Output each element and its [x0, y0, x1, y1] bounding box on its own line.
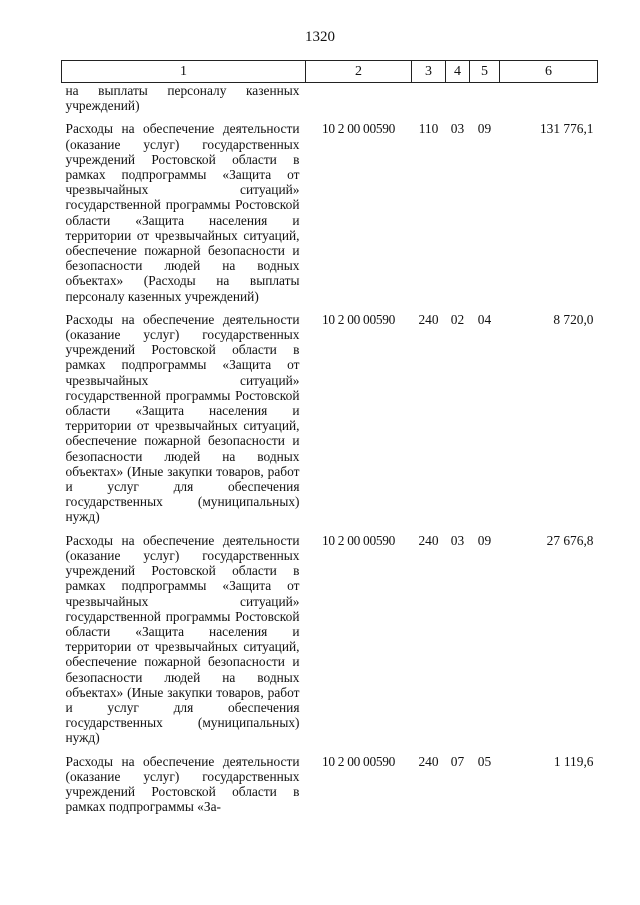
- row-expense-type: 240: [418, 532, 439, 548]
- row-target-code: 10 2 00 00590: [321, 121, 396, 137]
- table-row: [62, 304, 598, 525]
- header-col-6: 6: [500, 61, 598, 83]
- row-amount: 131 776,1: [539, 121, 594, 137]
- table-row: [62, 746, 598, 815]
- row-description: Расходы на обеспечение деятельности (оказание услуг) государственных учреждений Ростовской области в рамках подпрограммы «Защита от чрезвычайных ситуаций» государственной программы Ростовской области «Защита населения и территории от чрезвычайных ситуаций, обеспечение пожарной безопасности и безопасности людей на водных объектах» (Расходы на выплаты персоналу казенных учреждений): [65, 121, 300, 304]
- row-expense-type: 240: [418, 753, 439, 769]
- row-section: 03: [450, 121, 465, 137]
- row-description: Расходы на обеспечение деятельности (оказание услуг) государственных учреждений Ростовской области в рамках подпрограммы «Защита от чрезвычайных ситуаций» государственной программы Ростовской области «Защита населения и территории от чрезвычайных ситуаций, обеспечение пожарной безопасности и безопасности людей на водных объектах» (Иные закупки товаров, работ и услуг для обеспечения государственных (муниципальных) нужд): [65, 311, 300, 525]
- row-section: 03: [450, 532, 465, 548]
- header-col-1: 1: [62, 61, 306, 83]
- row-subsection: 09: [477, 121, 492, 137]
- header-col-2: 2: [306, 61, 412, 83]
- continuation-row: [62, 83, 598, 114]
- row-section: 07: [450, 753, 465, 769]
- row-subsection: 09: [477, 532, 492, 548]
- row-expense-type: 110: [418, 121, 439, 137]
- header-row: [62, 61, 598, 83]
- row-amount: 1 119,6: [553, 753, 594, 769]
- table-row: [62, 113, 598, 303]
- page-number: 1320: [305, 29, 335, 45]
- continuation-text: на выплаты персоналу казенных учреждений): [65, 83, 300, 114]
- row-amount: 27 676,8: [546, 532, 594, 548]
- row-subsection: 04: [477, 311, 492, 327]
- row-target-code: 10 2 00 00590: [321, 532, 396, 548]
- row-section: 02: [450, 311, 465, 327]
- row-description: Расходы на обеспечение деятельности (оказание услуг) государственных учреждений Ростовской области в рамках подпрограммы «Защита от чрезвычайных ситуаций» государственной программы Ростовской области «Защита населения и территории от чрезвычайных ситуаций, обеспечение пожарной безопасности и безопасности людей на водных объектах» (Иные закупки товаров, работ и услуг для обеспечения государственных (муниципальных) нужд): [65, 532, 300, 746]
- row-description: Расходы на обеспечение деятельности (оказание услуг) государственных учреждений Ростовской области в рамках подпрограммы «За-: [65, 753, 300, 815]
- row-subsection: 05: [477, 753, 492, 769]
- table-row: [62, 525, 598, 746]
- header-col-4: 4: [446, 61, 470, 83]
- row-amount: 8 720,0: [553, 311, 594, 327]
- header-col-3: 3: [412, 61, 446, 83]
- row-target-code: 10 2 00 00590: [321, 753, 396, 769]
- row-target-code: 10 2 00 00590: [321, 311, 396, 327]
- row-expense-type: 240: [418, 311, 439, 327]
- budget-table: [61, 60, 598, 814]
- header-col-5: 5: [470, 61, 500, 83]
